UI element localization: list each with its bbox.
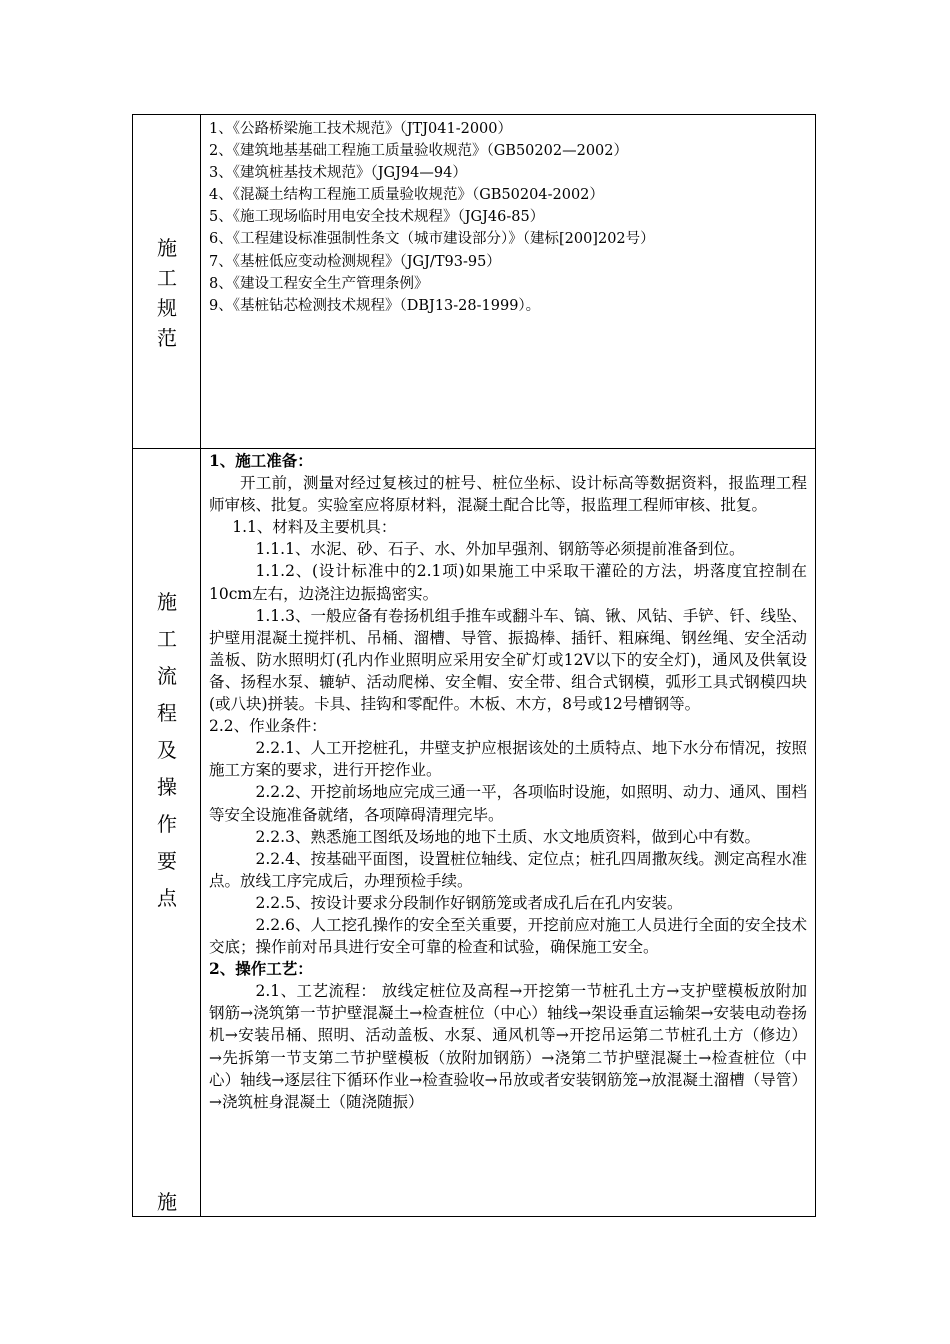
paragraph: 1.1、材料及主要机具：: [232, 518, 397, 537]
label-char: 及: [157, 738, 177, 762]
label-char: 规: [157, 296, 177, 320]
standards-list: [209, 115, 807, 317]
paragraph: 开工前，测量对经过复核过的桩号、桩位坐标、设计标高等数据资料，报监理工程师审核、批复。实验室应将原材料，混凝土配合比等，报监理工程师审核、批复。: [209, 474, 807, 515]
row-label-procedure: [133, 449, 201, 1216]
paragraph: 2.1、工艺流程： 放线定桩位及高程→开挖第一节桩孔土方→支护壁模板放附加钢筋→浇筑第一节护壁混凝土→检查桩位（中心）轴线→架设垂直运输架→安装电动卷扬机→安装吊桶、照明、活动盖板、水泵、通风机等→开挖吊运第二节桩孔土方（修边） →先拆第一节支第二节护壁模板（放附加钢筋）→浇第二节护壁混凝土→检查桩位（中心）轴线→逐层往下循环作业→检查验收→吊放或者安装钢筋笼→放混凝土溜槽（导管）→浇筑桩身混凝土（随浇随振）: [209, 982, 807, 1111]
standards-cell: [201, 115, 815, 448]
section-heading: 2、操作工艺：: [209, 959, 313, 979]
section-heading: 1、施工准备：: [209, 451, 313, 470]
list-item: 6、《工程建设标准强制性条文（城市建设部分）》（建标[200]202号）: [209, 231, 655, 248]
label-char-continued: 施: [157, 1190, 177, 1214]
label-char: 点: [157, 886, 177, 910]
list-item: 5、《施工现场临时用电安全技术规程》（JGJ46-85）: [209, 209, 545, 226]
list-item: 8、《建设工程安全生产管理条例》: [209, 275, 429, 292]
paragraph: 1.1.3、一般应备有卷扬机组手推车或翻斗车、镐、锹、风钻、手铲、钎、线坠、护壁用混凝土搅拌机、吊桶、溜槽、导管、振捣棒、插钎、粗麻绳、钢丝绳、安全活动盖板、防水照明灯(孔内作业照明应采用安全矿灯或12V以下的安全灯)，通风及供氧设备、扬程水泵、辘轳、活动爬梯、安全帽、安全带、组合式钢模，弧形工具式钢模四块(或八块)拼装。卡具、挂钩和零配件。木板、木方，8号或12号槽钢等。: [209, 606, 807, 714]
paragraph: 2.2.4、按基础平面图，设置桩位轴线、定位点；桩孔四周撒灰线。测定高程水准点。放线工序完成后，办理预检手续。: [209, 849, 807, 890]
label-char: 工: [157, 266, 177, 290]
label-char: 程: [157, 701, 177, 725]
label-char: 作: [157, 812, 177, 836]
list-item: 3、《建筑桩基技术规范》（JGJ94—94）: [209, 165, 467, 182]
row-label-standards: [133, 115, 201, 448]
table-row-procedure: [133, 449, 815, 1216]
list-item: 9、《基桩钻芯检测技术规程》（DBJ13-28-1999）。: [209, 297, 541, 314]
label-char: 要: [157, 849, 177, 873]
paragraph: 2.2.1、人工开挖桩孔，井壁支护应根据该处的土质特点、地下水分布情况，按照施工方案的要求，进行开挖作业。: [209, 739, 807, 780]
paragraph: 2.2.2、开挖前场地应完成三通一平，各项临时设施，如照明、动力、通风、围档等安全设施准备就绪，各项障碍清理完毕。: [209, 783, 807, 824]
paragraph: 2.2.6、人工挖孔操作的安全至关重要，开挖前应对施工人员进行全面的安全技术交底；操作前对吊具进行安全可靠的检查和试验，确保施工安全。: [209, 915, 807, 957]
list-item: 4、《混凝土结构工程施工质量验收规范》（GB50204-2002）: [209, 187, 604, 204]
procedure-cell: [201, 449, 815, 1216]
list-item: 1、《公路桥梁施工技术规范》（JTJ041-2000）: [209, 121, 512, 137]
label-char: 施: [157, 590, 177, 614]
paragraph: 1.1.1、水泥、砂、石子、水、外加早强剂、钢筋等必须提前准备到位。: [255, 540, 745, 559]
label-char: 工: [157, 627, 177, 651]
paragraph: 2.2、作业条件：: [209, 717, 327, 736]
label-char: 施: [157, 236, 177, 260]
paragraph: 1.1.2、(设计标准中的2.1项)如果施工中采取干灌砼的方法，坍落度宜控制在10cm左右，边浇注边振捣密实。: [209, 562, 807, 603]
label-char: 范: [157, 326, 177, 350]
paragraph: 2.2.5、按设计要求分段制作好钢筋笼或者成孔后在孔内安装。: [255, 893, 683, 912]
table-row-standards: [133, 115, 815, 449]
spec-table: [132, 114, 816, 1217]
label-char: 流: [157, 664, 177, 688]
label-char: 操: [157, 775, 177, 799]
list-item: 7、《基桩低应变动检测规程》（JGJ/T93-95）: [209, 253, 501, 270]
list-item: 2、《建筑地基基础工程施工质量验收规范》（GB50202—2002）: [209, 143, 628, 160]
paragraph: 2.2.3、熟悉施工图纸及场地的地下土质、水文地质资料，做到心中有数。: [255, 827, 760, 846]
